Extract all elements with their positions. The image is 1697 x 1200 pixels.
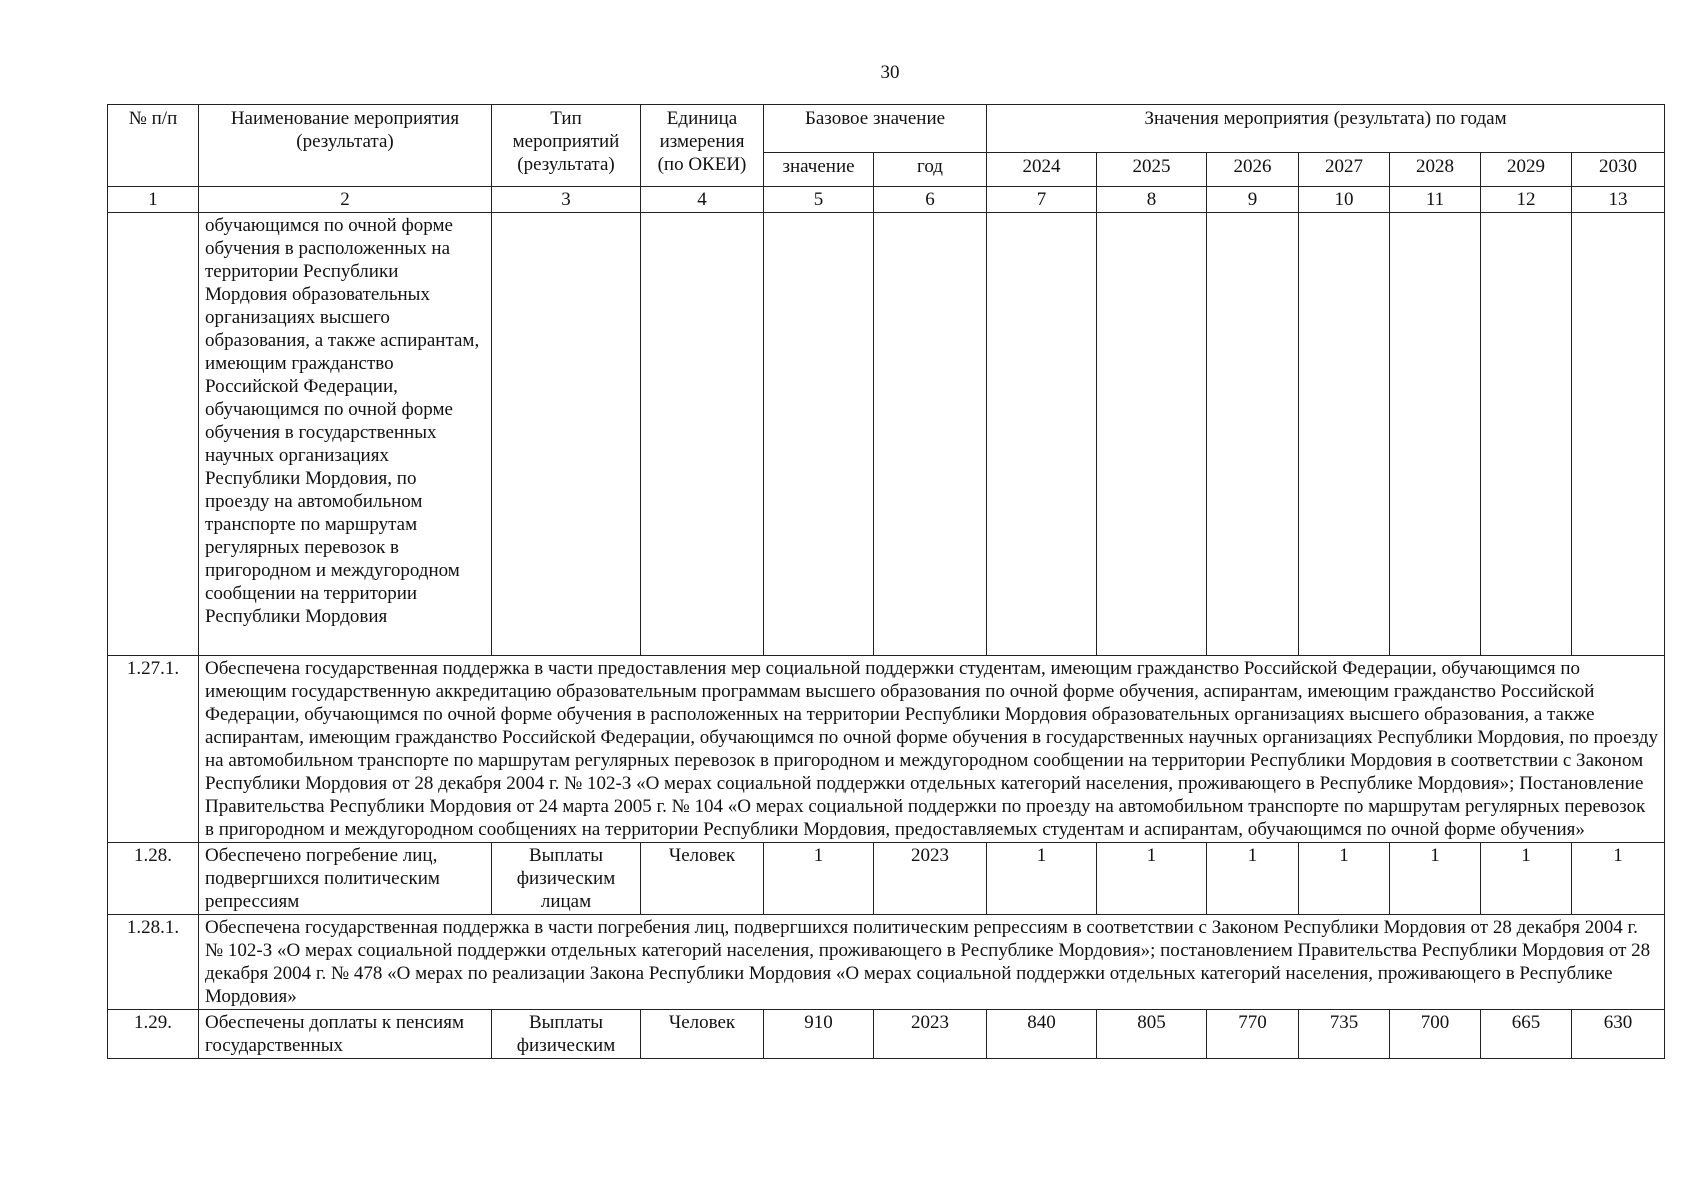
header-year: 2027 bbox=[1299, 153, 1390, 187]
year-value: 805 bbox=[1097, 1010, 1207, 1059]
col-number: 2 bbox=[199, 187, 492, 213]
col-number: 6 bbox=[874, 187, 987, 213]
measure-name: Обеспечено погребение лиц, подвергшихся политическим репрессиям bbox=[199, 843, 492, 915]
row-number: 1.28.1. bbox=[108, 915, 199, 1010]
year-value: 840 bbox=[987, 1010, 1097, 1059]
table-row bbox=[108, 656, 1665, 843]
header-base-value: значение bbox=[764, 153, 874, 187]
measure-unit: Человек bbox=[641, 843, 764, 915]
header-num: № п/п bbox=[108, 105, 199, 187]
col-number: 9 bbox=[1207, 187, 1299, 213]
header-base-year: год bbox=[874, 153, 987, 187]
page-number: 30 bbox=[880, 62, 900, 83]
header-year: 2030 bbox=[1572, 153, 1665, 187]
col-number: 13 bbox=[1572, 187, 1665, 213]
year-value: 1 bbox=[987, 843, 1097, 915]
header-base: Базовое значение bbox=[764, 105, 987, 153]
year-value: 1 bbox=[1572, 843, 1665, 915]
header-unit: Единица измерения (по ОКЕИ) bbox=[641, 105, 764, 187]
table-row bbox=[108, 843, 1665, 915]
year-value: 770 bbox=[1207, 1010, 1299, 1059]
year-value: 735 bbox=[1299, 1010, 1390, 1059]
row-number: 1.29. bbox=[108, 1010, 199, 1059]
year-value: 1 bbox=[1299, 843, 1390, 915]
measure-name: Обеспечены доплаты к пенсиям государственных bbox=[199, 1010, 492, 1059]
header-year: 2025 bbox=[1097, 153, 1207, 187]
measure-type: Выплаты физическим bbox=[492, 1010, 641, 1059]
row-description: Обеспечена государственная поддержка в части погребения лиц, подвергшихся политическим репрессиям в соответствии с Законом Республики Мордовия от 28 декабря 2004 г. № 102-З «О мерах социальной поддержки отдельных категорий населения, проживающего в Республике Мордовия»; постановлением Правительства Республики Мордовия от 28 декабря 2004 г. № 478 «О мерах по реализации Закона Республики Мордовия «О мерах социальной поддержки отдельных категорий населения, проживающего в Республике Мордовия» bbox=[199, 915, 1665, 1010]
row-number: 1.28. bbox=[108, 843, 199, 915]
year-value: 1 bbox=[1390, 843, 1481, 915]
col-number: 4 bbox=[641, 187, 764, 213]
col-number: 3 bbox=[492, 187, 641, 213]
col-number: 10 bbox=[1299, 187, 1390, 213]
year-value: 1 bbox=[1481, 843, 1572, 915]
base-value: 1 bbox=[764, 843, 874, 915]
col-number: 11 bbox=[1390, 187, 1481, 213]
table-row bbox=[108, 915, 1665, 1010]
measure-name-continued: обучающимся по очной форме обучения в расположенных на территории Республики Мордовия образовательных организациях высшего образования, а также аспирантам, имеющим гражданство Российской Федерации, обучающимся по очной форме обучения в государственных научных организациях Республики Мордовия, по проезду на автомобильном транспорте по маршрутам регулярных перевозок в пригородном и междугородном сообщении на территории Республики Мордовия bbox=[199, 213, 492, 656]
header-year: 2029 bbox=[1481, 153, 1572, 187]
year-value: 1 bbox=[1207, 843, 1299, 915]
year-value: 700 bbox=[1390, 1010, 1481, 1059]
numbering-row bbox=[108, 187, 1665, 213]
col-number: 8 bbox=[1097, 187, 1207, 213]
header-year: 2026 bbox=[1207, 153, 1299, 187]
base-value: 910 bbox=[764, 1010, 874, 1059]
year-value: 630 bbox=[1572, 1010, 1665, 1059]
measure-unit: Человек bbox=[641, 1010, 764, 1059]
header-name: Наименование мероприятия (результата) bbox=[199, 105, 492, 187]
header-year: 2024 bbox=[987, 153, 1097, 187]
col-number: 12 bbox=[1481, 187, 1572, 213]
year-value: 1 bbox=[1097, 843, 1207, 915]
row-number: 1.27.1. bbox=[108, 656, 199, 843]
measure-type: Выплаты физическим лицам bbox=[492, 843, 641, 915]
year-value: 665 bbox=[1481, 1010, 1572, 1059]
col-number: 7 bbox=[987, 187, 1097, 213]
col-number: 5 bbox=[764, 187, 874, 213]
header-values-by-year: Значения мероприятия (результата) по годам bbox=[987, 105, 1665, 153]
header-year: 2028 bbox=[1390, 153, 1481, 187]
row-description: Обеспечена государственная поддержка в части предоставления мер социальной поддержки студентам, имеющим гражданство Российской Федерации, обучающимся по имеющим государственную аккредитацию образовательным программам высшего образования по очной форме обучения, аспирантам, имеющим гражданство Российской Федерации, обучающимся по очной форме обучения в расположенных на территории Республики Мордовия образовательных организациях высшего образования, а также аспирантам, имеющим гражданство Российской Федерации, обучающимся по очной форме обучения в государственных научных организациях Республики Мордовия, по проезду на автомобильном транспорте по маршрутам регулярных перевозок в пригородном и междугородном сообщении на территории Республики Мордовия в соответствии с Законом Республики Мордовия от 28 декабря 2004 г. № 102-З «О мерах социальной поддержки отдельных категорий населения, проживающего в Республике Мордовия»; Постановление Правительства Республики Мордовия от 24 марта 2005 г. № 104 «О мерах социальной поддержки по проезду на автомобильном транспорте по маршрутам регулярных перевозок в пригородном и междугородном сообщениях на территории Республики Мордовия, предоставляемых студентам и аспирантам, обучающимся по очной форме обучения» bbox=[199, 656, 1665, 843]
base-year: 2023 bbox=[874, 843, 987, 915]
table-row bbox=[108, 213, 1665, 656]
results-table bbox=[107, 104, 1665, 1059]
table-row bbox=[108, 1010, 1665, 1059]
header-type: Тип мероприятий (результата) bbox=[492, 105, 641, 187]
header-row-1 bbox=[108, 105, 1665, 153]
col-number: 1 bbox=[108, 187, 199, 213]
base-year: 2023 bbox=[874, 1010, 987, 1059]
